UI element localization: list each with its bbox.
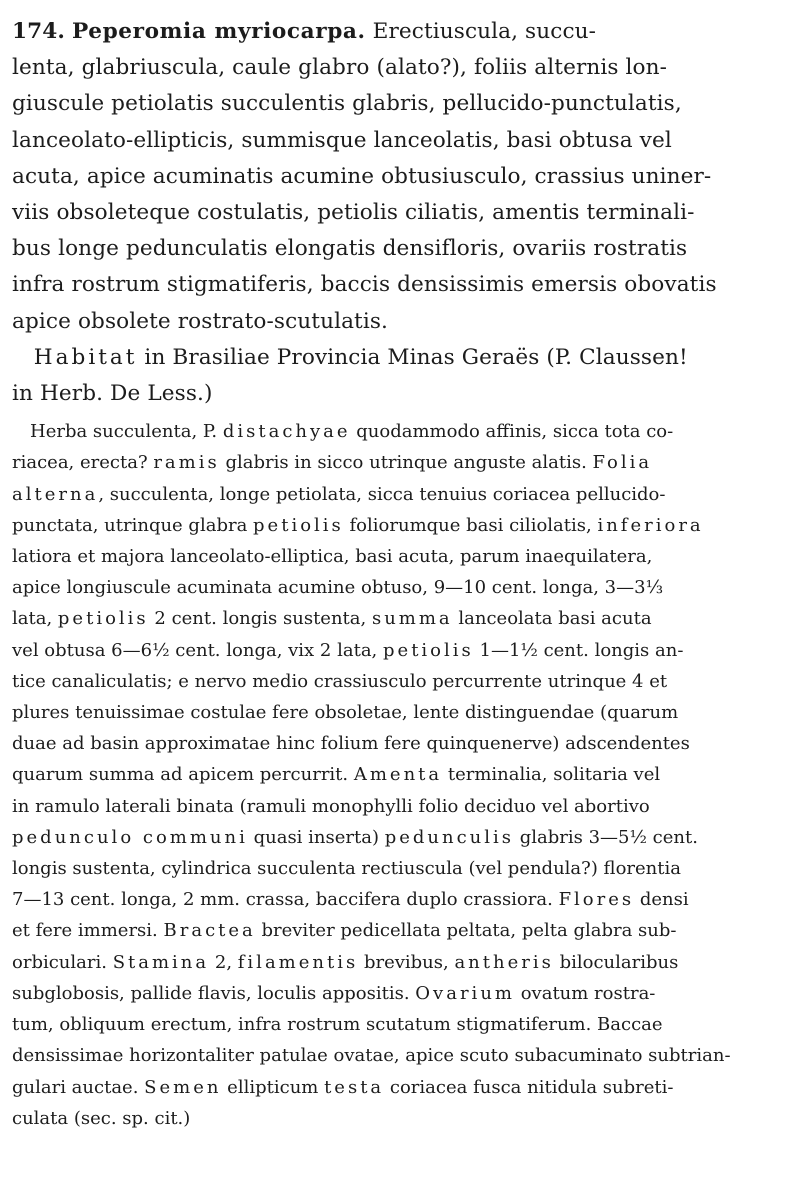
notes-line: culata (sec. sp. cit.) bbox=[12, 1107, 191, 1129]
emphasis-span: petiolis bbox=[383, 639, 474, 661]
description-line: lenta, glabriuscula, caule glabro (alato?), foliis alternis lon- bbox=[12, 55, 668, 81]
habitat-text: in Brasiliae Provincia Minas Geraës (P. Claussen! bbox=[137, 344, 688, 370]
notes-line bbox=[12, 416, 788, 447]
text-span: 7—13 cent. longa, 2 mm. crassa, baccifera duplo crassiora. bbox=[12, 889, 559, 911]
description-line: apice obsolete rostrato-scutulatis. bbox=[12, 308, 388, 334]
notes-line bbox=[12, 447, 788, 478]
notes-line: longis sustenta, cylindrica succulenta rectiuscula (vel pendula?) florentia bbox=[12, 858, 681, 880]
text-span: bilocularibus bbox=[553, 951, 679, 973]
emphasis-span: Semen bbox=[144, 1076, 222, 1098]
text-span: et fere immersi. bbox=[12, 920, 164, 942]
description-line: lanceolato-ellipticis, summisque lanceolatis, basi obtusa vel bbox=[12, 127, 672, 153]
habitat-line-2: in Herb. De Less.) bbox=[12, 381, 213, 407]
habitat-line bbox=[12, 340, 788, 376]
notes-line bbox=[12, 479, 788, 510]
text-span: subglobosis, pallide flavis, loculis appositis. bbox=[12, 982, 416, 1004]
text-span: orbiculari. bbox=[12, 951, 113, 973]
text-span: riacea, erecta? bbox=[12, 452, 154, 474]
notes-line bbox=[12, 603, 788, 634]
emphasis-span: petiolis bbox=[57, 608, 149, 630]
text-span: lata, bbox=[12, 608, 58, 630]
emphasis-span: petiolis bbox=[253, 514, 344, 536]
notes-line bbox=[12, 822, 788, 853]
text-span: 2, bbox=[209, 951, 238, 973]
text-span: 1—1½ cent. longis an- bbox=[473, 639, 684, 661]
emphasis-span: testa bbox=[324, 1076, 385, 1098]
emphasis-span: Amenta bbox=[353, 764, 443, 786]
text-span: quodammodo affinis, sicca tota co- bbox=[350, 421, 674, 443]
notes-paragraph bbox=[12, 416, 788, 1134]
text-span: Herba succulenta, P. bbox=[30, 421, 223, 443]
emphasis-span: Stamina bbox=[112, 951, 210, 973]
text-span: punctata, utrinque glabra bbox=[12, 514, 254, 536]
notes-line bbox=[12, 915, 788, 946]
notes-line bbox=[12, 884, 788, 915]
text-span: densi bbox=[634, 889, 689, 911]
text-span: gulari auctae. bbox=[12, 1076, 145, 1098]
notes-line bbox=[12, 759, 788, 790]
notes-line: in ramulo laterali binata (ramuli monophylli folio deciduo vel abortivo bbox=[12, 795, 650, 817]
description-line: viis obsoleteque costulatis, petiolis ciliatis, amentis terminali- bbox=[12, 200, 695, 226]
notes-line bbox=[12, 947, 788, 978]
text-span: , succulenta, longe petiolata, sicca tenuius coriacea pellucido- bbox=[98, 483, 666, 505]
text-span: lanceolata basi acuta bbox=[452, 608, 652, 630]
emphasis-span: Ovarium bbox=[415, 982, 515, 1004]
entry-heading-line bbox=[12, 14, 788, 50]
emphasis-span: Flores bbox=[558, 889, 635, 911]
description-line: bus longe pedunculatis elongatis densifloris, ovariis rostratis bbox=[12, 236, 688, 262]
notes-line: latiora et majora lanceolato-elliptica, basi acuta, parum inaequilatera, bbox=[12, 546, 653, 568]
text-span: quarum summa ad apicem percurrit. bbox=[12, 764, 354, 786]
emphasis-span: pedunculis bbox=[384, 826, 515, 848]
description-line: Erectiuscula, succu- bbox=[365, 19, 597, 44]
emphasis-span: distachyae bbox=[222, 421, 351, 443]
habitat-label: Habitat bbox=[33, 344, 138, 370]
text-span: glabris 3—5½ cent. bbox=[514, 826, 698, 848]
emphasis-span: filamentis bbox=[237, 951, 359, 973]
notes-line bbox=[12, 635, 788, 666]
emphasis-span: inferiora bbox=[597, 514, 704, 536]
text-span: foliorumque basi ciliolatis, bbox=[343, 514, 598, 536]
text-span: ellipticum bbox=[221, 1076, 325, 1098]
emphasis-span: ramis bbox=[153, 452, 220, 474]
notes-line: apice longiuscule acuminata acumine obtuso, 9—10 cent. longa, 3—3⅓ bbox=[12, 577, 664, 599]
notes-line: plures tenuissimae costulae fere obsoletae, lente distinguendae (quarum bbox=[12, 702, 679, 724]
notes-line bbox=[12, 1072, 788, 1103]
notes-line: densissimae horizontaliter patulae ovatae, apice scuto subacuminato subtrian- bbox=[12, 1045, 731, 1067]
text-span: 2 cent. longis sustenta, bbox=[148, 608, 372, 630]
description-line: giuscule petiolatis succulentis glabris, pellucido-punctulatis, bbox=[12, 91, 682, 117]
notes-line: duae ad basin approximatae hinc folium fere quinquenerve) adscendentes bbox=[12, 733, 690, 755]
species-name: Peperomia myriocarpa. bbox=[71, 19, 366, 44]
species-entry bbox=[12, 14, 788, 412]
text-span: breviter pedicellata peltata, pelta glabra sub- bbox=[255, 920, 677, 942]
emphasis-span: antheris bbox=[454, 951, 554, 973]
emphasis-span: pedunculo communi bbox=[12, 826, 248, 848]
text-span: ovatum rostra- bbox=[514, 982, 656, 1004]
notes-line: tice canaliculatis; e nervo medio crassiusculo percurrente utrinque 4 et bbox=[12, 670, 668, 692]
emphasis-span: Folia bbox=[592, 452, 653, 474]
emphasis-span: alterna bbox=[12, 483, 99, 505]
text-span: brevibus, bbox=[358, 951, 455, 973]
text-span: coriacea fusca nitidula subreti- bbox=[384, 1076, 674, 1098]
notes-line bbox=[12, 510, 788, 541]
text-span: quasi inserta) bbox=[247, 826, 385, 848]
entry-number: 174. bbox=[12, 19, 65, 44]
notes-line: tum, obliquum erectum, infra rostrum scutatum stigmatiferum. Baccae bbox=[12, 1014, 663, 1036]
description-line: infra rostrum stigmatiferis, baccis densissimis emersis obovatis bbox=[12, 272, 717, 298]
emphasis-span: Bractea bbox=[163, 920, 256, 942]
notes-line bbox=[12, 978, 788, 1009]
text-span: vel obtusa 6—6½ cent. longa, vix 2 lata, bbox=[12, 639, 384, 661]
description-line: acuta, apice acuminatis acumine obtusiusculo, crassius uniner- bbox=[12, 163, 712, 189]
emphasis-span: summa bbox=[371, 608, 453, 630]
text-span: terminalia, solitaria vel bbox=[442, 764, 661, 786]
text-span: glabris in sicco utrinque anguste alatis. bbox=[219, 452, 593, 474]
